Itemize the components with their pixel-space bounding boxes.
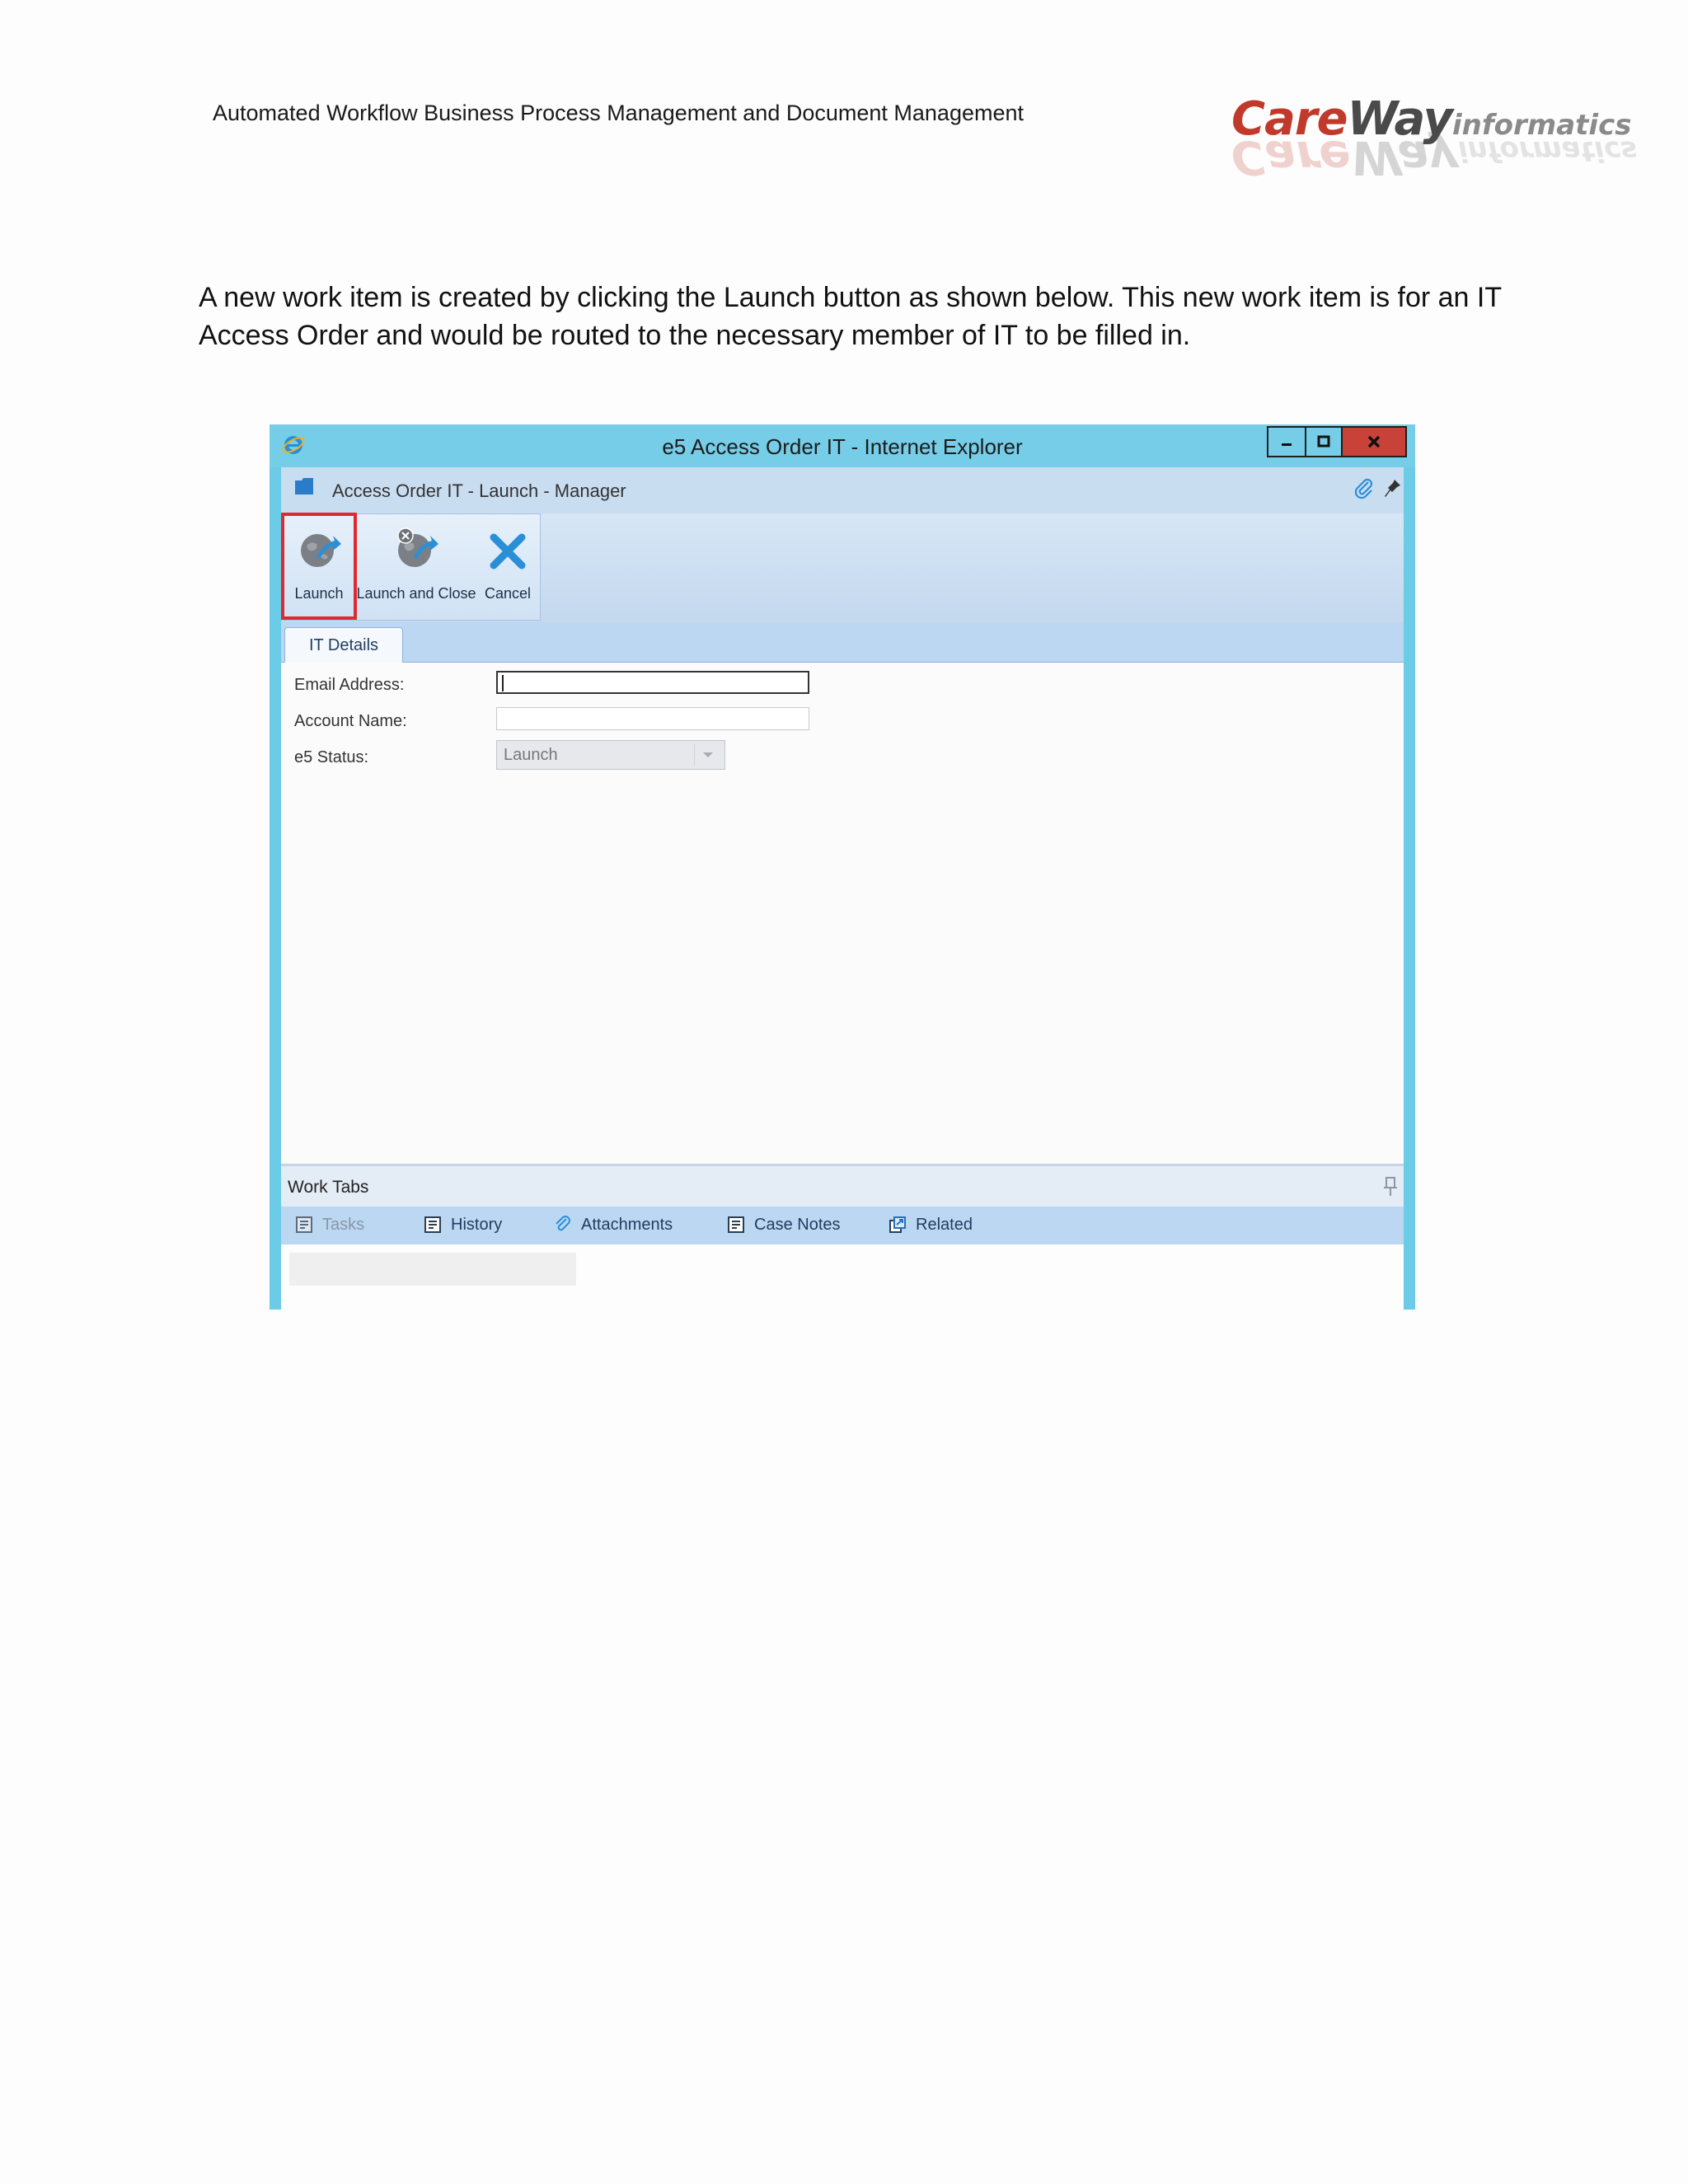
history-icon — [423, 1215, 443, 1235]
loading-placeholder — [289, 1253, 576, 1286]
work-tabs-bar — [281, 1207, 1404, 1244]
work-tab-related[interactable]: Related — [888, 1215, 973, 1235]
cancel-button[interactable] — [481, 523, 535, 615]
window-title: e5 Access Order IT - Internet Explorer — [662, 434, 1023, 459]
launch-highlight-box — [281, 513, 357, 620]
paperclip-icon[interactable] — [1353, 477, 1376, 500]
paperclip-icon — [553, 1215, 573, 1235]
careway-logo — [1231, 92, 1638, 184]
launch-and-close-button[interactable] — [357, 523, 476, 615]
work-tabs-header — [281, 1164, 1404, 1208]
launch-label: Launch — [294, 585, 344, 602]
chevron-down-icon — [694, 744, 721, 766]
it-details-form — [281, 663, 1404, 1164]
logo-text-way: Way — [1347, 92, 1453, 146]
logo-text-care: Care — [1231, 92, 1348, 146]
form-tabstrip — [281, 622, 1404, 663]
work-tab-history[interactable]: History — [423, 1215, 502, 1235]
work-tab-tasks[interactable]: Tasks — [294, 1215, 364, 1235]
case-notes-icon — [726, 1215, 746, 1235]
e5-status-value: Launch — [504, 746, 558, 764]
ribbon-group-actions — [281, 513, 541, 621]
launch-and-close-icon — [392, 526, 440, 574]
work-tabs-content — [281, 1244, 1404, 1310]
close-icon — [1365, 433, 1383, 451]
e5-status-label: e5 Status: — [294, 748, 369, 766]
window-content — [281, 467, 1404, 1310]
document-header: Automated Workflow Business Process Management and Document Management — [213, 101, 1024, 125]
folder-icon — [294, 477, 314, 495]
form-title: Access Order IT - Launch - Manager — [332, 480, 626, 501]
screenshot-window — [270, 424, 1415, 1310]
window-titlebar — [270, 424, 1415, 467]
pin-icon[interactable] — [1382, 1176, 1399, 1197]
launch-and-close-label: Launch and Close — [356, 585, 476, 602]
email-address-label: Email Address: — [294, 676, 405, 694]
form-subheader — [281, 467, 1404, 514]
text-caret — [502, 675, 504, 691]
intro-paragraph: A new work item is created by clicking the Launch button as shown below. This new work item is for an IT Access Order and would be routed to the necessary member of IT to be filled in. — [199, 282, 1502, 351]
e5-status-select[interactable] — [496, 740, 725, 770]
email-address-input[interactable] — [496, 671, 809, 694]
account-name-input[interactable] — [496, 707, 809, 730]
minimize-icon — [1278, 434, 1295, 450]
tasks-icon — [294, 1215, 314, 1235]
work-tab-attachments[interactable]: Attachments — [553, 1215, 673, 1235]
account-name-label: Account Name: — [294, 712, 407, 730]
maximize-button[interactable] — [1306, 426, 1343, 457]
cancel-label: Cancel — [484, 585, 532, 602]
related-icon — [888, 1215, 907, 1235]
work-tabs-title: Work Tabs — [288, 1178, 369, 1197]
logo-text-informatics: informatics — [1452, 109, 1632, 142]
maximize-icon — [1315, 434, 1332, 450]
minimize-button[interactable] — [1267, 426, 1306, 457]
cancel-icon — [484, 526, 532, 574]
pin-icon[interactable] — [1382, 477, 1402, 500]
ribbon-toolbar — [281, 513, 1404, 623]
close-button[interactable] — [1343, 426, 1407, 457]
tab-it-details[interactable]: IT Details — [284, 627, 403, 663]
work-tab-case-notes[interactable]: Case Notes — [726, 1215, 841, 1235]
logo-reflection: CareWayinformatics — [1231, 130, 1638, 184]
